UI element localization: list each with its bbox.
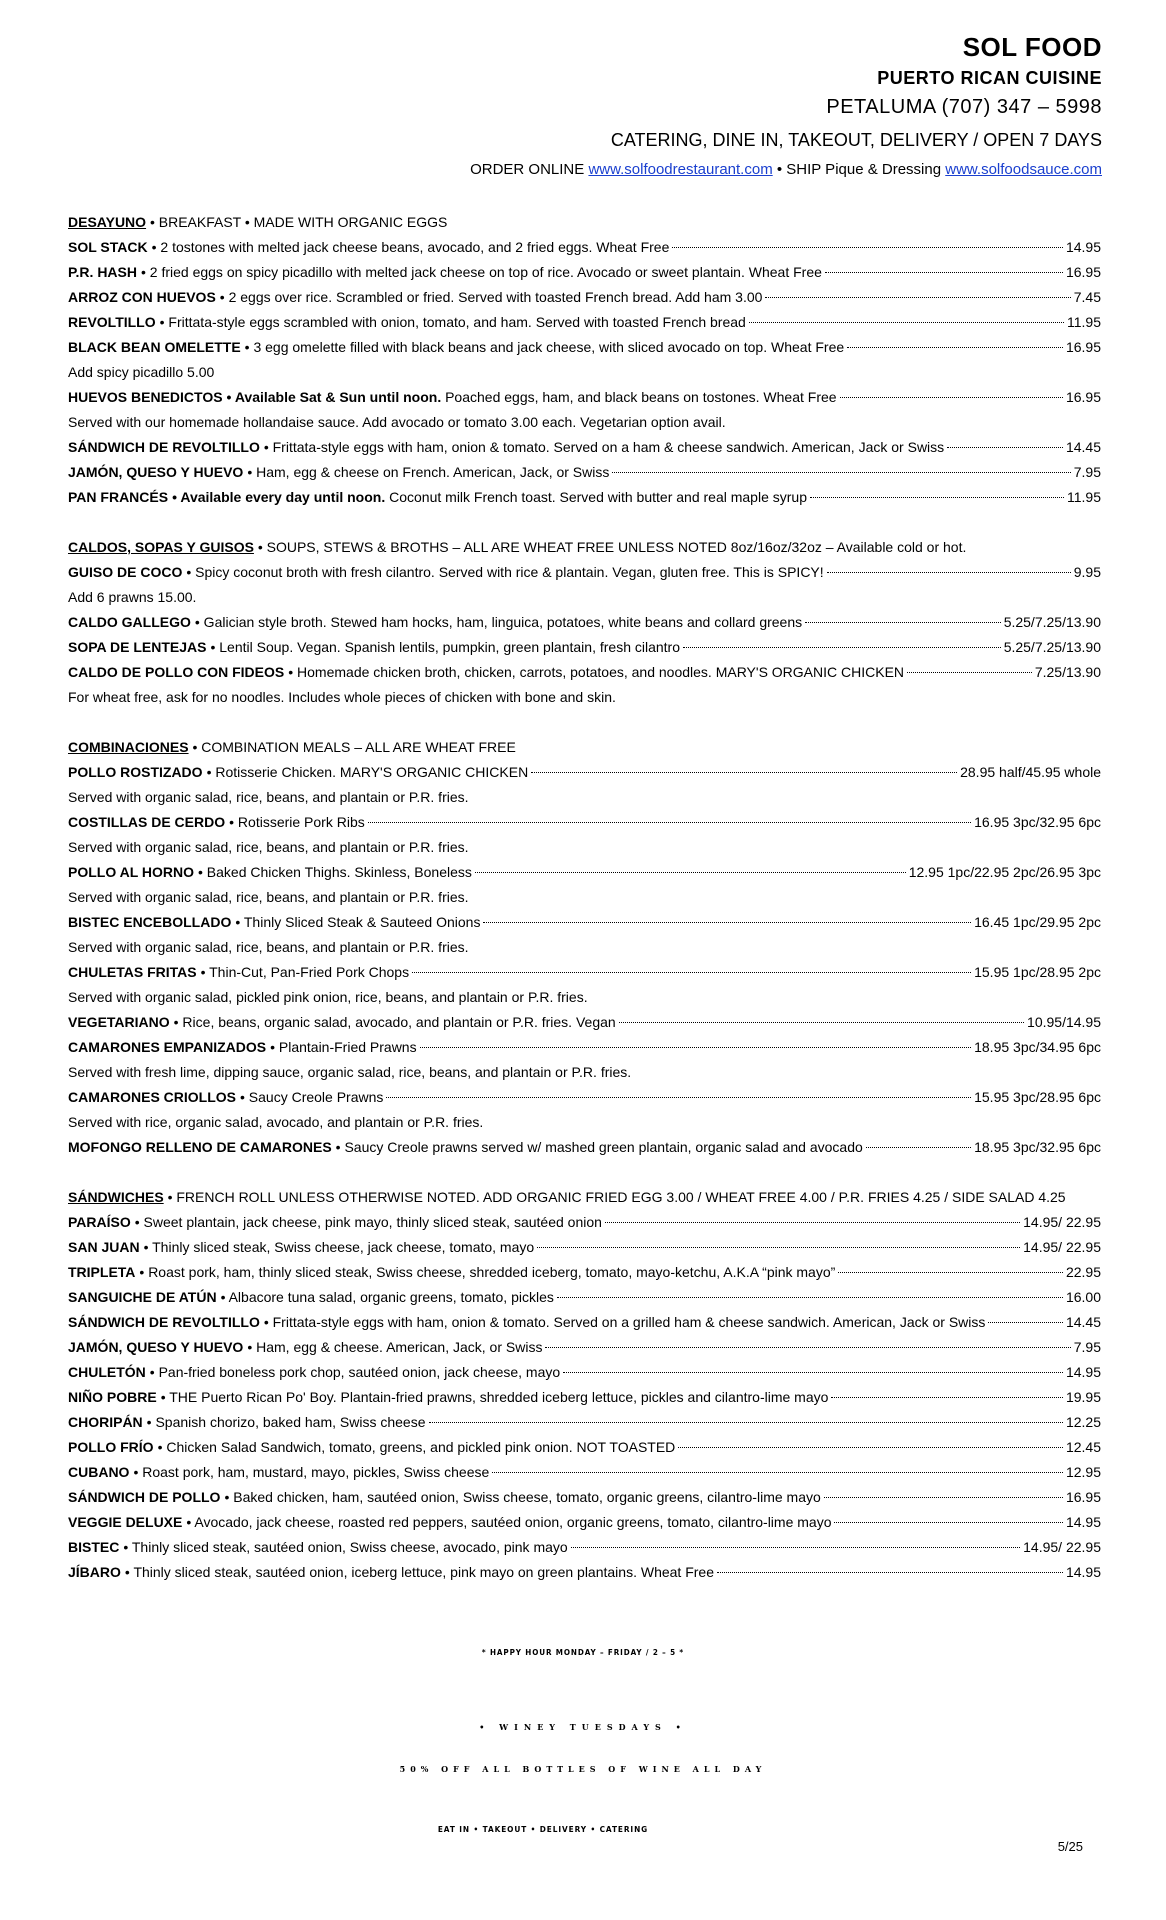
item-name: REVOLTILLO bbox=[68, 314, 156, 330]
item-name: TRIPLETA bbox=[68, 1264, 136, 1280]
item-price: 16.00 bbox=[1065, 1289, 1101, 1305]
item-name: POLLO ROSTIZADO bbox=[68, 764, 203, 780]
section-spacer bbox=[68, 1160, 1101, 1185]
dot-leader bbox=[412, 972, 971, 973]
menu-item bbox=[68, 1260, 1101, 1285]
menu-item bbox=[68, 560, 1101, 585]
item-price: 5.25/7.25/13.90 bbox=[1003, 639, 1101, 655]
restaurant-name: SOL FOOD bbox=[962, 32, 1102, 62]
item-price: 14.95 bbox=[1065, 1564, 1101, 1580]
item-price: 16.95 3pc/32.95 6pc bbox=[974, 814, 1101, 830]
section-header bbox=[68, 535, 1101, 560]
item-description bbox=[210, 635, 680, 660]
dot-leader bbox=[483, 922, 971, 923]
item-name: SAN JUAN bbox=[68, 1239, 140, 1255]
item-description bbox=[247, 1335, 542, 1360]
dot-leader bbox=[605, 1222, 1020, 1223]
item-description-text: • Thinly sliced steak, sautéed onion, Swiss cheese, avocado, pink mayo bbox=[123, 1539, 568, 1555]
dot-leader bbox=[988, 1322, 1063, 1323]
section-header bbox=[68, 735, 1101, 760]
item-name: JAMÓN, QUESO Y HUEVO bbox=[68, 1339, 244, 1355]
item-description-text: • Sweet plantain, jack cheese, pink mayo, thinly sliced steak, sautéed onion bbox=[134, 1214, 602, 1230]
item-name: VEGETARIANO bbox=[68, 1014, 170, 1030]
item-name: BLACK BEAN OMELETTE bbox=[68, 339, 241, 355]
item-name: POLLO FRÍO bbox=[68, 1439, 154, 1455]
dot-leader bbox=[545, 1347, 1070, 1348]
item-price: 16.45 1pc/29.95 2pc bbox=[974, 914, 1101, 930]
item-description-text: • 2 fried eggs on spicy picadillo with melted jack cheese on top of rice. Avocado or sweet plantain. Wheat Free bbox=[140, 264, 822, 280]
menu-item bbox=[68, 385, 1101, 410]
item-availability: • Available Sat & Sun until noon. bbox=[226, 389, 442, 405]
item-description-text: • Baked chicken, ham, sautéed onion, Swiss cheese, tomato, organic greens, cilantro-lime mayo bbox=[224, 1489, 821, 1505]
item-description-text: • Rice, beans, organic salad, avocado, and plantain or P.R. fries. Vegan bbox=[173, 1014, 616, 1030]
dot-leader bbox=[368, 822, 971, 823]
dot-leader bbox=[678, 1447, 1063, 1448]
section-subtitle: • BREAKFAST • MADE WITH ORGANIC EGGS bbox=[149, 214, 448, 230]
item-description bbox=[220, 285, 763, 310]
dot-leader bbox=[612, 472, 1070, 473]
dot-leader bbox=[429, 1422, 1063, 1423]
section-spacer bbox=[68, 710, 1101, 735]
dot-leader bbox=[571, 1547, 1020, 1548]
menu-item bbox=[68, 335, 1101, 360]
dot-leader bbox=[827, 572, 1071, 573]
order-label: ORDER ONLINE bbox=[470, 161, 589, 178]
dot-leader bbox=[537, 1247, 1020, 1248]
item-price: 14.95/ 22.95 bbox=[1023, 1239, 1101, 1255]
item-description bbox=[270, 1035, 417, 1060]
item-description bbox=[264, 1310, 986, 1335]
menu-item bbox=[68, 1010, 1101, 1035]
item-note: Served with fresh lime, dipping sauce, organic salad, rice, beans, and plantain or P.R. fries. bbox=[68, 1064, 632, 1080]
dot-leader bbox=[805, 622, 1001, 623]
item-name: ARROZ CON HUEVOS bbox=[68, 289, 216, 305]
item-description bbox=[224, 1485, 820, 1510]
item-description-text: • Roast pork, ham, mustard, mayo, pickles, Swiss cheese bbox=[133, 1464, 490, 1480]
menu-item bbox=[68, 960, 1101, 985]
winey-tuesdays-banner: • WINEY TUESDAYS • bbox=[479, 1722, 687, 1732]
dot-leader bbox=[824, 1497, 1063, 1498]
section-spacer bbox=[68, 510, 1101, 535]
item-description bbox=[264, 435, 944, 460]
menu-item bbox=[68, 310, 1101, 335]
item-description-text: • Frittata-style eggs with ham, onion & tomato. Served on a ham & cheese sandwich. American, Jack or Swiss bbox=[263, 439, 945, 455]
dot-leader bbox=[947, 447, 1063, 448]
item-price: 14.95 bbox=[1065, 239, 1101, 255]
item-note: Add spicy picadillo 5.00 bbox=[68, 364, 215, 380]
item-price: 15.95 3pc/28.95 6pc bbox=[974, 1089, 1101, 1105]
item-description-text: • THE Puerto Rican Po' Boy. Plantain-fried prawns, shredded iceberg lettuce, pickles and cilantro-lime mayo bbox=[160, 1389, 829, 1405]
item-price: 14.95 bbox=[1065, 1364, 1101, 1380]
menu-item bbox=[68, 1485, 1101, 1510]
item-description bbox=[245, 335, 844, 360]
cuisine-label: PUERTO RICAN CUISINE bbox=[877, 68, 1102, 88]
wine-deal-banner: 50% OFF ALL BOTTLES OF WINE ALL DAY bbox=[399, 1764, 767, 1774]
item-description bbox=[161, 1385, 829, 1410]
services-banner: EAT IN • TAKEOUT • DELIVERY • CATERING bbox=[437, 1825, 649, 1834]
item-description-text: • Galician style broth. Stewed ham hocks, ham, linguica, potatoes, white beans and collard greens bbox=[194, 614, 803, 630]
menu-item bbox=[68, 1310, 1101, 1335]
dot-leader bbox=[672, 247, 1063, 248]
item-price: 12.45 bbox=[1065, 1439, 1101, 1455]
item-price: 15.95 1pc/28.95 2pc bbox=[974, 964, 1101, 980]
item-description-text: • Spicy coconut broth with fresh cilantro. Served with rice & plantain. Vegan, gluten free. This is SPICY! bbox=[186, 564, 824, 580]
item-price: 16.95 bbox=[1065, 264, 1101, 280]
item-description bbox=[150, 1360, 560, 1385]
dot-leader bbox=[420, 1047, 972, 1048]
item-note: Served with organic salad, rice, beans, and plantain or P.R. fries. bbox=[68, 839, 469, 855]
section-header bbox=[68, 1185, 1101, 1210]
dot-leader bbox=[866, 1147, 971, 1148]
menu-item bbox=[68, 1385, 1101, 1410]
item-note: Served with our homemade hollandaise sauce. Add avocado or tomato 3.00 each. Vegetarian option avail. bbox=[68, 414, 726, 430]
item-description bbox=[172, 485, 807, 510]
item-name: CAMARONES EMPANIZADOS bbox=[68, 1039, 267, 1055]
menu-item bbox=[68, 435, 1101, 460]
item-price: 16.95 bbox=[1065, 1489, 1101, 1505]
menu-item bbox=[68, 235, 1101, 260]
item-description bbox=[207, 760, 529, 785]
menu-item bbox=[68, 660, 1101, 685]
page-label: 5/25 bbox=[1057, 1839, 1083, 1854]
item-description-text: • Thin-Cut, Pan-Fried Pork Chops bbox=[200, 964, 410, 980]
item-description-text: • Rotisserie Pork Ribs bbox=[229, 814, 365, 830]
menu-item bbox=[68, 610, 1101, 635]
item-description-text: • Spanish chorizo, baked ham, Swiss cheese bbox=[146, 1414, 426, 1430]
item-description-text: • 3 egg omelette filled with black beans and jack cheese, with sliced avocado on top. Wheat Free bbox=[244, 339, 845, 355]
menu-item bbox=[68, 260, 1101, 285]
item-description-text: • Rotisserie Chicken. MARY'S ORGANIC CHICKEN bbox=[206, 764, 529, 780]
item-description-text: • Frittata-style eggs with ham, onion & tomato. Served on a grilled ham & cheese sandwich. American, Jack or Swiss bbox=[263, 1314, 986, 1330]
item-price: 12.95 1pc/22.95 2pc/26.95 3pc bbox=[908, 864, 1101, 880]
menu-item bbox=[68, 910, 1101, 935]
item-description-text: • Albacore tuna salad, organic greens, tomato, pickles bbox=[220, 1289, 554, 1305]
item-price: 14.45 bbox=[1065, 439, 1101, 455]
item-name: NIÑO POBRE bbox=[68, 1389, 157, 1405]
menu-item bbox=[68, 1410, 1101, 1435]
item-description-text: • Lentil Soup. Vegan. Spanish lentils, pumpkin, green plantain, fresh cilantro bbox=[210, 639, 680, 655]
item-description-text: • Thinly sliced steak, Swiss cheese, jack cheese, tomato, mayo bbox=[143, 1239, 535, 1255]
item-description bbox=[135, 1210, 602, 1235]
item-availability: • Available every day until noon. bbox=[172, 489, 386, 505]
item-price: 7.95 bbox=[1073, 1339, 1101, 1355]
menu-item bbox=[68, 460, 1101, 485]
item-description bbox=[235, 910, 480, 935]
order-online-link[interactable]: www.solfoodrestaurant.com bbox=[588, 161, 773, 178]
item-price: 7.95 bbox=[1073, 464, 1101, 480]
item-description bbox=[147, 1410, 426, 1435]
item-description bbox=[186, 560, 823, 585]
dot-leader bbox=[683, 647, 1001, 648]
item-description-text: Poached eggs, ham, and black beans on tostones. Wheat Free bbox=[445, 389, 837, 405]
dot-leader bbox=[810, 497, 1064, 498]
item-description bbox=[195, 610, 802, 635]
section-header bbox=[68, 210, 1101, 235]
item-description bbox=[198, 860, 472, 885]
menu-item bbox=[68, 485, 1101, 510]
item-note: For wheat free, ask for no noodles. Includes whole pieces of chicken with bone and skin. bbox=[68, 689, 616, 705]
item-description bbox=[229, 810, 365, 835]
item-name: CALDO DE POLLO CON FIDEOS bbox=[68, 664, 285, 680]
item-description bbox=[158, 1435, 676, 1460]
item-description bbox=[336, 1135, 863, 1160]
services-line: CATERING, DINE IN, TAKEOUT, DELIVERY / OPEN 7 DAYS bbox=[610, 130, 1102, 150]
happy-hour-banner: * HAPPY HOUR MONDAY – FRIDAY / 2 – 5 * bbox=[481, 1648, 685, 1657]
dot-leader bbox=[619, 1022, 1024, 1023]
dot-leader bbox=[834, 1522, 1062, 1523]
item-description bbox=[227, 385, 837, 410]
item-name: VEGGIE DELUXE bbox=[68, 1514, 183, 1530]
menu-item bbox=[68, 1135, 1101, 1160]
item-name: JAMÓN, QUESO Y HUEVO bbox=[68, 464, 244, 480]
ship-label: • SHIP Pique & Dressing bbox=[776, 161, 946, 178]
menu-item bbox=[68, 760, 1101, 785]
menu-item bbox=[68, 1335, 1101, 1360]
item-price: 11.95 bbox=[1067, 489, 1101, 505]
menu-item bbox=[68, 1210, 1101, 1235]
item-description bbox=[186, 1510, 831, 1535]
item-price: 10.95/14.95 bbox=[1027, 1014, 1101, 1030]
item-name: CUBANO bbox=[68, 1464, 130, 1480]
item-name: CHORIPÁN bbox=[68, 1414, 143, 1430]
item-name: MOFONGO RELLENO DE CAMARONES bbox=[68, 1139, 332, 1155]
menu-item bbox=[68, 860, 1101, 885]
item-note: Served with organic salad, rice, beans, and plantain or P.R. fries. bbox=[68, 789, 469, 805]
section-subtitle: • COMBINATION MEALS – ALL ARE WHEAT FREE bbox=[192, 739, 516, 755]
item-description bbox=[123, 1535, 567, 1560]
item-note: Served with organic salad, pickled pink onion, rice, beans, and plantain or P.R. fries. bbox=[68, 989, 588, 1005]
item-name: CALDO GALLEGO bbox=[68, 614, 191, 630]
item-price: 7.45 bbox=[1073, 289, 1101, 305]
menu-item bbox=[68, 1235, 1101, 1260]
item-description bbox=[160, 310, 746, 335]
item-description-text: • 2 tostones with melted jack cheese beans, avocado, and 2 fried eggs. Wheat Free bbox=[151, 239, 670, 255]
menu-item bbox=[68, 810, 1101, 835]
dot-leader bbox=[838, 1272, 1063, 1273]
item-description-text: • Chicken Salad Sandwich, tomato, greens, and pickled pink onion. NOT TOASTED bbox=[157, 1439, 676, 1455]
item-description-text: • Pan-fried boneless pork chop, sautéed onion, jack cheese, mayo bbox=[149, 1364, 561, 1380]
item-price: 14.95/ 22.95 bbox=[1023, 1539, 1101, 1555]
dot-leader bbox=[475, 872, 906, 873]
sauce-shop-link[interactable]: www.solfoodsauce.com bbox=[945, 161, 1102, 178]
dot-leader bbox=[765, 297, 1070, 298]
item-name: CHULETÓN bbox=[68, 1364, 146, 1380]
item-price: 12.95 bbox=[1065, 1464, 1101, 1480]
item-description bbox=[152, 235, 670, 260]
menu-item bbox=[68, 285, 1101, 310]
item-price: 14.95/ 22.95 bbox=[1023, 1214, 1101, 1230]
section-title: COMBINACIONES bbox=[68, 739, 189, 755]
item-description bbox=[240, 1085, 383, 1110]
item-price: 14.45 bbox=[1065, 1314, 1101, 1330]
dot-leader bbox=[563, 1372, 1063, 1373]
item-description bbox=[144, 1235, 535, 1260]
item-description bbox=[133, 1460, 489, 1485]
dot-leader bbox=[831, 1397, 1063, 1398]
menu-item bbox=[68, 1035, 1101, 1060]
item-description-text: • Saucy Creole Prawns bbox=[240, 1089, 384, 1105]
section-subtitle: • FRENCH ROLL UNLESS OTHERWISE NOTED. ADD ORGANIC FRIED EGG 3.00 / WHEAT FREE 4.00 / P.R. FRIES 4.25 / SIDE SALAD 4.25 bbox=[167, 1189, 1066, 1205]
item-name: SOPA DE LENTEJAS bbox=[68, 639, 207, 655]
dot-leader bbox=[531, 772, 957, 773]
item-name: SÁNDWICH DE REVOLTILLO bbox=[68, 439, 260, 455]
item-description-text: • Thinly Sliced Steak & Sauteed Onions bbox=[235, 914, 481, 930]
dot-leader bbox=[749, 322, 1064, 323]
item-name: HUEVOS BENEDICTOS bbox=[68, 389, 223, 405]
item-description-text: • Frittata-style eggs scrambled with onion, tomato, and ham. Served with toasted French bread bbox=[159, 314, 746, 330]
item-description-text: • Avocado, jack cheese, roasted red peppers, sautéed onion, organic greens, tomato, cilantro-lime mayo bbox=[186, 1514, 832, 1530]
item-description-text: • Roast pork, ham, thinly sliced steak, Swiss cheese, shredded iceberg, tomato, mayo-ketchu, A.K.A “pink mayo” bbox=[139, 1264, 836, 1280]
item-name: JÍBARO bbox=[68, 1564, 121, 1580]
item-description bbox=[221, 1285, 554, 1310]
phone-line: PETALUMA (707) 347 – 5998 bbox=[826, 96, 1102, 118]
section-title: SÁNDWICHES bbox=[68, 1189, 164, 1205]
order-line bbox=[470, 161, 1102, 178]
item-price: 16.95 bbox=[1065, 339, 1101, 355]
item-description bbox=[141, 260, 822, 285]
item-description-text: • Thinly sliced steak, sautéed onion, iceberg lettuce, pink mayo on green plantains. Wheat Free bbox=[124, 1564, 714, 1580]
item-note: Served with rice, organic salad, avocado, and plantain or P.R. fries. bbox=[68, 1114, 484, 1130]
dot-leader bbox=[492, 1472, 1063, 1473]
menu-item bbox=[68, 1360, 1101, 1385]
item-name: SÁNDWICH DE POLLO bbox=[68, 1489, 221, 1505]
item-description bbox=[125, 1560, 714, 1585]
menu-item bbox=[68, 1510, 1101, 1535]
menu-body bbox=[68, 210, 1101, 1585]
item-description-text: Coconut milk French toast. Served with butter and real maple syrup bbox=[389, 489, 807, 505]
menu-item bbox=[68, 1460, 1101, 1485]
item-description-text: • Ham, egg & cheese. American, Jack, or Swiss bbox=[247, 1339, 543, 1355]
dot-leader bbox=[825, 272, 1063, 273]
menu-item bbox=[68, 1535, 1101, 1560]
item-description bbox=[247, 460, 609, 485]
item-price: 12.25 bbox=[1065, 1414, 1101, 1430]
item-price: 18.95 3pc/32.95 6pc bbox=[974, 1139, 1101, 1155]
item-price: 18.95 3pc/34.95 6pc bbox=[974, 1039, 1101, 1055]
menu-item bbox=[68, 1285, 1101, 1310]
item-price: 14.95 bbox=[1065, 1514, 1101, 1530]
dot-leader bbox=[717, 1572, 1063, 1573]
item-price: 28.95 half/45.95 whole bbox=[960, 764, 1101, 780]
menu-item bbox=[68, 1085, 1101, 1110]
item-price: 19.95 bbox=[1065, 1389, 1101, 1405]
item-name: GUISO DE COCO bbox=[68, 564, 183, 580]
menu-item bbox=[68, 1560, 1101, 1585]
dot-leader bbox=[386, 1097, 971, 1098]
item-description-text: • 2 eggs over rice. Scrambled or fried. Served with toasted French bread. Add ham 3.00 bbox=[219, 289, 763, 305]
item-name: COSTILLAS DE CERDO bbox=[68, 814, 226, 830]
dot-leader bbox=[557, 1297, 1063, 1298]
item-price: 9.95 bbox=[1073, 564, 1101, 580]
section-title: DESAYUNO bbox=[68, 214, 147, 230]
item-price: 22.95 bbox=[1065, 1264, 1101, 1280]
item-price: 7.25/13.90 bbox=[1034, 664, 1101, 680]
item-name: BISTEC ENCEBOLLADO bbox=[68, 914, 232, 930]
item-description bbox=[201, 960, 410, 985]
item-description bbox=[139, 1260, 835, 1285]
item-price: 11.95 bbox=[1067, 314, 1101, 330]
item-name: SANGUICHE DE ATÚN bbox=[68, 1289, 217, 1305]
menu-item bbox=[68, 635, 1101, 660]
item-description-text: • Baked Chicken Thighs. Skinless, Boneless bbox=[198, 864, 472, 880]
item-description bbox=[174, 1010, 616, 1035]
item-name: CAMARONES CRIOLLOS bbox=[68, 1089, 236, 1105]
item-price: 16.95 bbox=[1065, 389, 1101, 405]
dot-leader bbox=[847, 347, 1063, 348]
menu-item bbox=[68, 1435, 1101, 1460]
item-note: Served with organic salad, rice, beans, and plantain or P.R. fries. bbox=[68, 939, 469, 955]
item-name: PARAÍSO bbox=[68, 1214, 131, 1230]
item-name: SOL STACK bbox=[68, 239, 148, 255]
item-name: POLLO AL HORNO bbox=[68, 864, 194, 880]
section-title: CALDOS, SOPAS Y GUISOS bbox=[68, 539, 254, 555]
item-description-text: • Plantain-Fried Prawns bbox=[270, 1039, 417, 1055]
item-name: SÁNDWICH DE REVOLTILLO bbox=[68, 1314, 260, 1330]
dot-leader bbox=[907, 672, 1032, 673]
item-note: Served with organic salad, rice, beans, and plantain or P.R. fries. bbox=[68, 889, 469, 905]
item-note: Add 6 prawns 15.00. bbox=[68, 589, 197, 605]
item-name: BISTEC bbox=[68, 1539, 120, 1555]
item-price: 5.25/7.25/13.90 bbox=[1003, 614, 1101, 630]
item-description bbox=[288, 660, 904, 685]
item-description-text: • Homemade chicken broth, chicken, carrots, potatoes, and noodles. MARY'S ORGANIC CHICKEN bbox=[288, 664, 905, 680]
item-description-text: • Ham, egg & cheese on French. American, Jack, or Swiss bbox=[247, 464, 610, 480]
section-subtitle: • SOUPS, STEWS & BROTHS – ALL ARE WHEAT FREE UNLESS NOTED 8oz/16oz/32oz – Available cold or hot. bbox=[257, 539, 967, 555]
item-name: CHULETAS FRITAS bbox=[68, 964, 197, 980]
item-name: PAN FRANCÉS bbox=[68, 489, 169, 505]
dot-leader bbox=[840, 397, 1063, 398]
item-name: P.R. HASH bbox=[68, 264, 137, 280]
item-description-text: • Saucy Creole prawns served w/ mashed green plantain, organic salad and avocado bbox=[335, 1139, 863, 1155]
